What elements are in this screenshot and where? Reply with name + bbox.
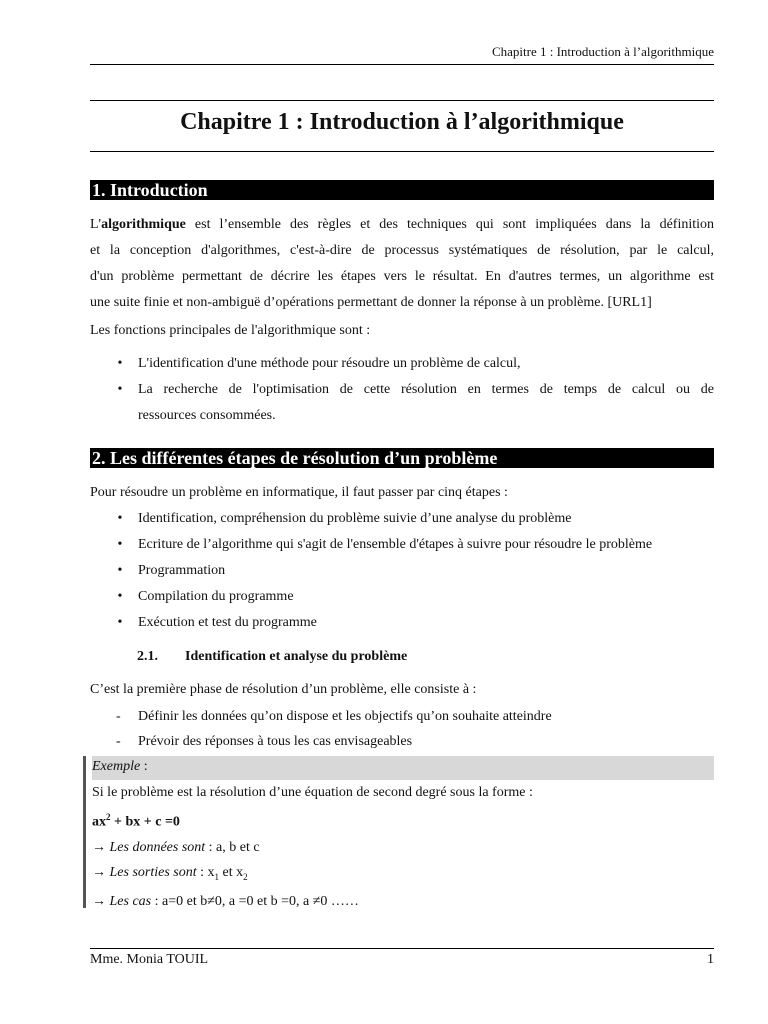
example-label-text: Exemple: [92, 759, 141, 774]
dash-icon: -: [116, 734, 121, 749]
list-item: [90, 704, 714, 729]
equation-part: ax: [92, 814, 106, 830]
bullet-icon: •: [117, 382, 123, 397]
arrow-icon: →: [92, 894, 106, 910]
subscript: 1: [214, 871, 220, 882]
intro-line-1: [90, 212, 714, 238]
subsection-number: 2.1.: [137, 649, 158, 664]
list-item: [90, 729, 714, 754]
equation-part: + bx + c =0: [110, 814, 180, 830]
list-item: [90, 584, 714, 610]
intro-line-4: une suite finie et non-ambiguë d’opérations permettant de donner la réponse à un problème. [URL1]: [90, 295, 652, 310]
example-label-suffix: :: [140, 759, 148, 774]
cas-label: Les cas: [109, 894, 152, 910]
intro-line-2: et la conception d'algorithmes, c'est-à-dire de processus systématiques de résolution, par le calcul,: [90, 243, 714, 258]
subsection-dash-list: [90, 704, 714, 754]
equation-exponent: 2: [106, 812, 111, 822]
list-item: [90, 377, 714, 429]
subsection-intro: C’est la première phase de résolution d’un problème, elle consiste à :: [90, 682, 477, 697]
list-item-text: Programmation: [138, 563, 226, 578]
example-equation: [92, 805, 714, 835]
footer-author: Mme. Monia TOUIL: [90, 952, 209, 967]
subsection-heading: [137, 647, 407, 667]
sorties-value: et x: [219, 864, 244, 880]
section-heading-introduction: 1. Introduction: [90, 180, 714, 200]
algorithmique-term: algorithmique: [101, 217, 186, 232]
page-number: 1: [707, 952, 714, 967]
cas-value: : a=0 et b≠0, a =0 et b =0, a ≠0 ……: [151, 894, 359, 910]
etapes-list: [90, 506, 714, 636]
section-heading-etapes: 2. Les différentes étapes de résolution d’un problème: [90, 448, 714, 468]
bullet-icon: •: [117, 589, 123, 604]
list-item-text-cont: ressources consommées.: [138, 408, 276, 423]
list-item: [90, 532, 714, 558]
donnees-value: : a, b et c: [205, 839, 260, 855]
list-item-text: Identification, compréhension du problème suivie d’une analyse du problème: [138, 511, 572, 526]
dash-icon: -: [116, 709, 121, 724]
example-cas: [92, 889, 714, 914]
sorties-label: Les sorties sont: [109, 864, 197, 880]
running-header: Chapitre 1 : Introduction à l’algorithmique: [90, 44, 714, 65]
arrow-icon: →: [92, 864, 106, 880]
list-item-text: Compilation du programme: [138, 589, 294, 604]
intro-paragraph: [90, 212, 714, 316]
intro-line-1-rest: est l’ensemble des règles et des techniques qui sont impliquées dans la définition: [185, 217, 714, 232]
example-box: [83, 756, 714, 908]
page-footer: [90, 948, 714, 968]
bullet-icon: •: [117, 615, 123, 630]
list-item-text: La recherche de l'optimisation de cette résolution en termes de temps de calcul ou de: [138, 382, 714, 397]
chapter-title-block: [90, 100, 714, 152]
example-donnees: [92, 835, 714, 860]
intro-lead: L': [90, 217, 102, 232]
etapes-intro: Pour résoudre un problème en informatique, il faut passer par cinq étapes :: [90, 485, 508, 500]
example-line: Si le problème est la résolution d’une équation de second degré sous la forme :: [92, 785, 533, 800]
list-item-text: Ecriture de l’algorithme qui s'agit de l'ensemble d'étapes à suivre pour résoudre le problème: [138, 537, 653, 552]
functions-intro: Les fonctions principales de l'algorithmique sont :: [90, 323, 371, 338]
donnees-label: Les données sont: [109, 839, 206, 855]
list-item: [90, 610, 714, 636]
bullet-icon: •: [117, 537, 123, 552]
functions-list: [90, 351, 714, 429]
example-sorties: [92, 860, 714, 890]
sorties-value: : x: [196, 864, 215, 880]
bullet-icon: •: [117, 563, 123, 578]
list-item-text: Définir les données qu’on dispose et les objectifs qu’on souhaite atteindre: [138, 709, 552, 724]
arrow-icon: →: [92, 839, 106, 855]
bullet-icon: •: [117, 511, 123, 526]
list-item: [90, 351, 714, 377]
subscript: 2: [243, 871, 248, 882]
example-label: [92, 756, 714, 780]
list-item: [90, 506, 714, 532]
chapter-title: Chapitre 1 : Introduction à l’algorithmique: [180, 109, 624, 135]
intro-line-3: d'un problème permettant de décrire les étapes vers le résultat. En d'autres termes, un algorithme est: [90, 269, 714, 284]
bullet-icon: •: [117, 356, 123, 371]
list-item-text: L'identification d'une méthode pour résoudre un problème de calcul,: [138, 356, 521, 371]
list-item: [90, 558, 714, 584]
subsection-title: Identification et analyse du problème: [185, 649, 408, 664]
list-item-text: Prévoir des réponses à tous les cas envisageables: [138, 734, 413, 749]
list-item-text: Exécution et test du programme: [138, 615, 317, 630]
